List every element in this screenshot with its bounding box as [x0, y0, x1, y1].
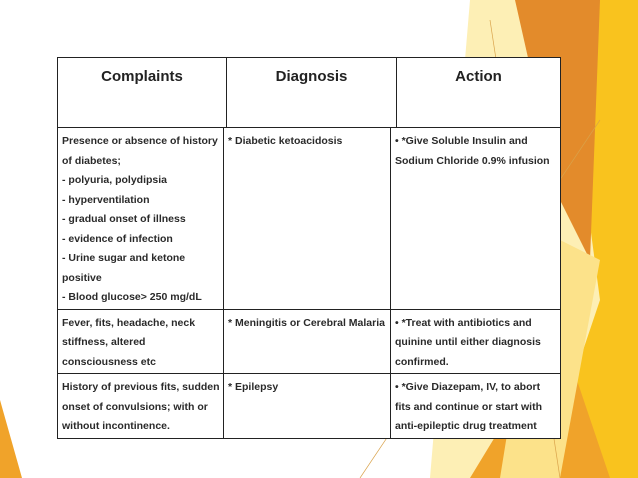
action-text-line: confirmed.	[395, 355, 449, 368]
complaints-text-line: of diabetes;	[62, 154, 121, 167]
action-header: Action	[397, 58, 561, 132]
complaints-text-line: - evidence of infection	[62, 232, 173, 245]
diagnosis-text-line: * Diabetic ketoacidosis	[228, 135, 343, 147]
header-table	[57, 57, 561, 132]
complaints-text-line: History of previous fits, sudden	[62, 381, 220, 393]
complaints-text-line: Fever, fits, headache, neck	[62, 316, 196, 329]
action-text-line: • *Treat with antibiotics and	[395, 316, 532, 329]
diagnosis-cell	[224, 128, 391, 310]
table-row	[58, 128, 561, 310]
complaints-text-line: consciousness etc	[62, 355, 156, 368]
action-text-line: fits and continue or start with	[395, 400, 543, 413]
complaints-text-line: - Urine sugar and ketone	[62, 252, 186, 264]
complaints-text-line: without incontinence.	[62, 420, 170, 432]
table-row	[58, 309, 561, 374]
action-text-line: • *Give Diazepam, IV, to abort	[395, 381, 541, 393]
diagnosis-cell	[224, 309, 391, 374]
diagnosis-text-line: * Epilepsy	[228, 381, 279, 393]
complaints-cell	[58, 309, 224, 374]
complaints-header: Complaints	[58, 58, 227, 132]
action-cell	[391, 309, 561, 374]
complaints-text-line: onset of convulsions; with or	[62, 400, 208, 413]
action-cell	[391, 128, 561, 310]
complaints-text-line: - polyuria, polydipsia	[62, 174, 168, 186]
diagnosis-cell	[224, 374, 391, 439]
complaints-cell	[58, 374, 224, 439]
complaints-text-line: - hyperventilation	[62, 193, 150, 206]
action-text-line: quinine until either diagnosis	[395, 336, 541, 348]
complaints-cell	[58, 128, 224, 310]
action-cell	[391, 374, 561, 439]
table-row	[58, 374, 561, 439]
complaints-text-line: - Blood glucose> 250 mg/dL	[62, 291, 202, 303]
complaints-text-line: stiffness, altered	[62, 336, 146, 348]
complaints-text-line: positive	[62, 271, 102, 284]
left-orange-corner	[0, 400, 22, 478]
action-text-line: anti-epileptic drug treatment	[395, 420, 537, 432]
action-text-line: Sodium Chloride 0.9% infusion	[395, 154, 550, 167]
diagnosis-text-line: * Meningitis or Cerebral Malaria	[228, 316, 385, 329]
action-text-line: • *Give Soluble Insulin and	[395, 135, 528, 147]
diagnosis-header: Diagnosis	[227, 58, 397, 132]
complaints-text-line: - gradual onset of illness	[62, 213, 186, 225]
complaints-text-line: Presence or absence of history	[62, 135, 218, 147]
clinical-table	[57, 127, 561, 439]
